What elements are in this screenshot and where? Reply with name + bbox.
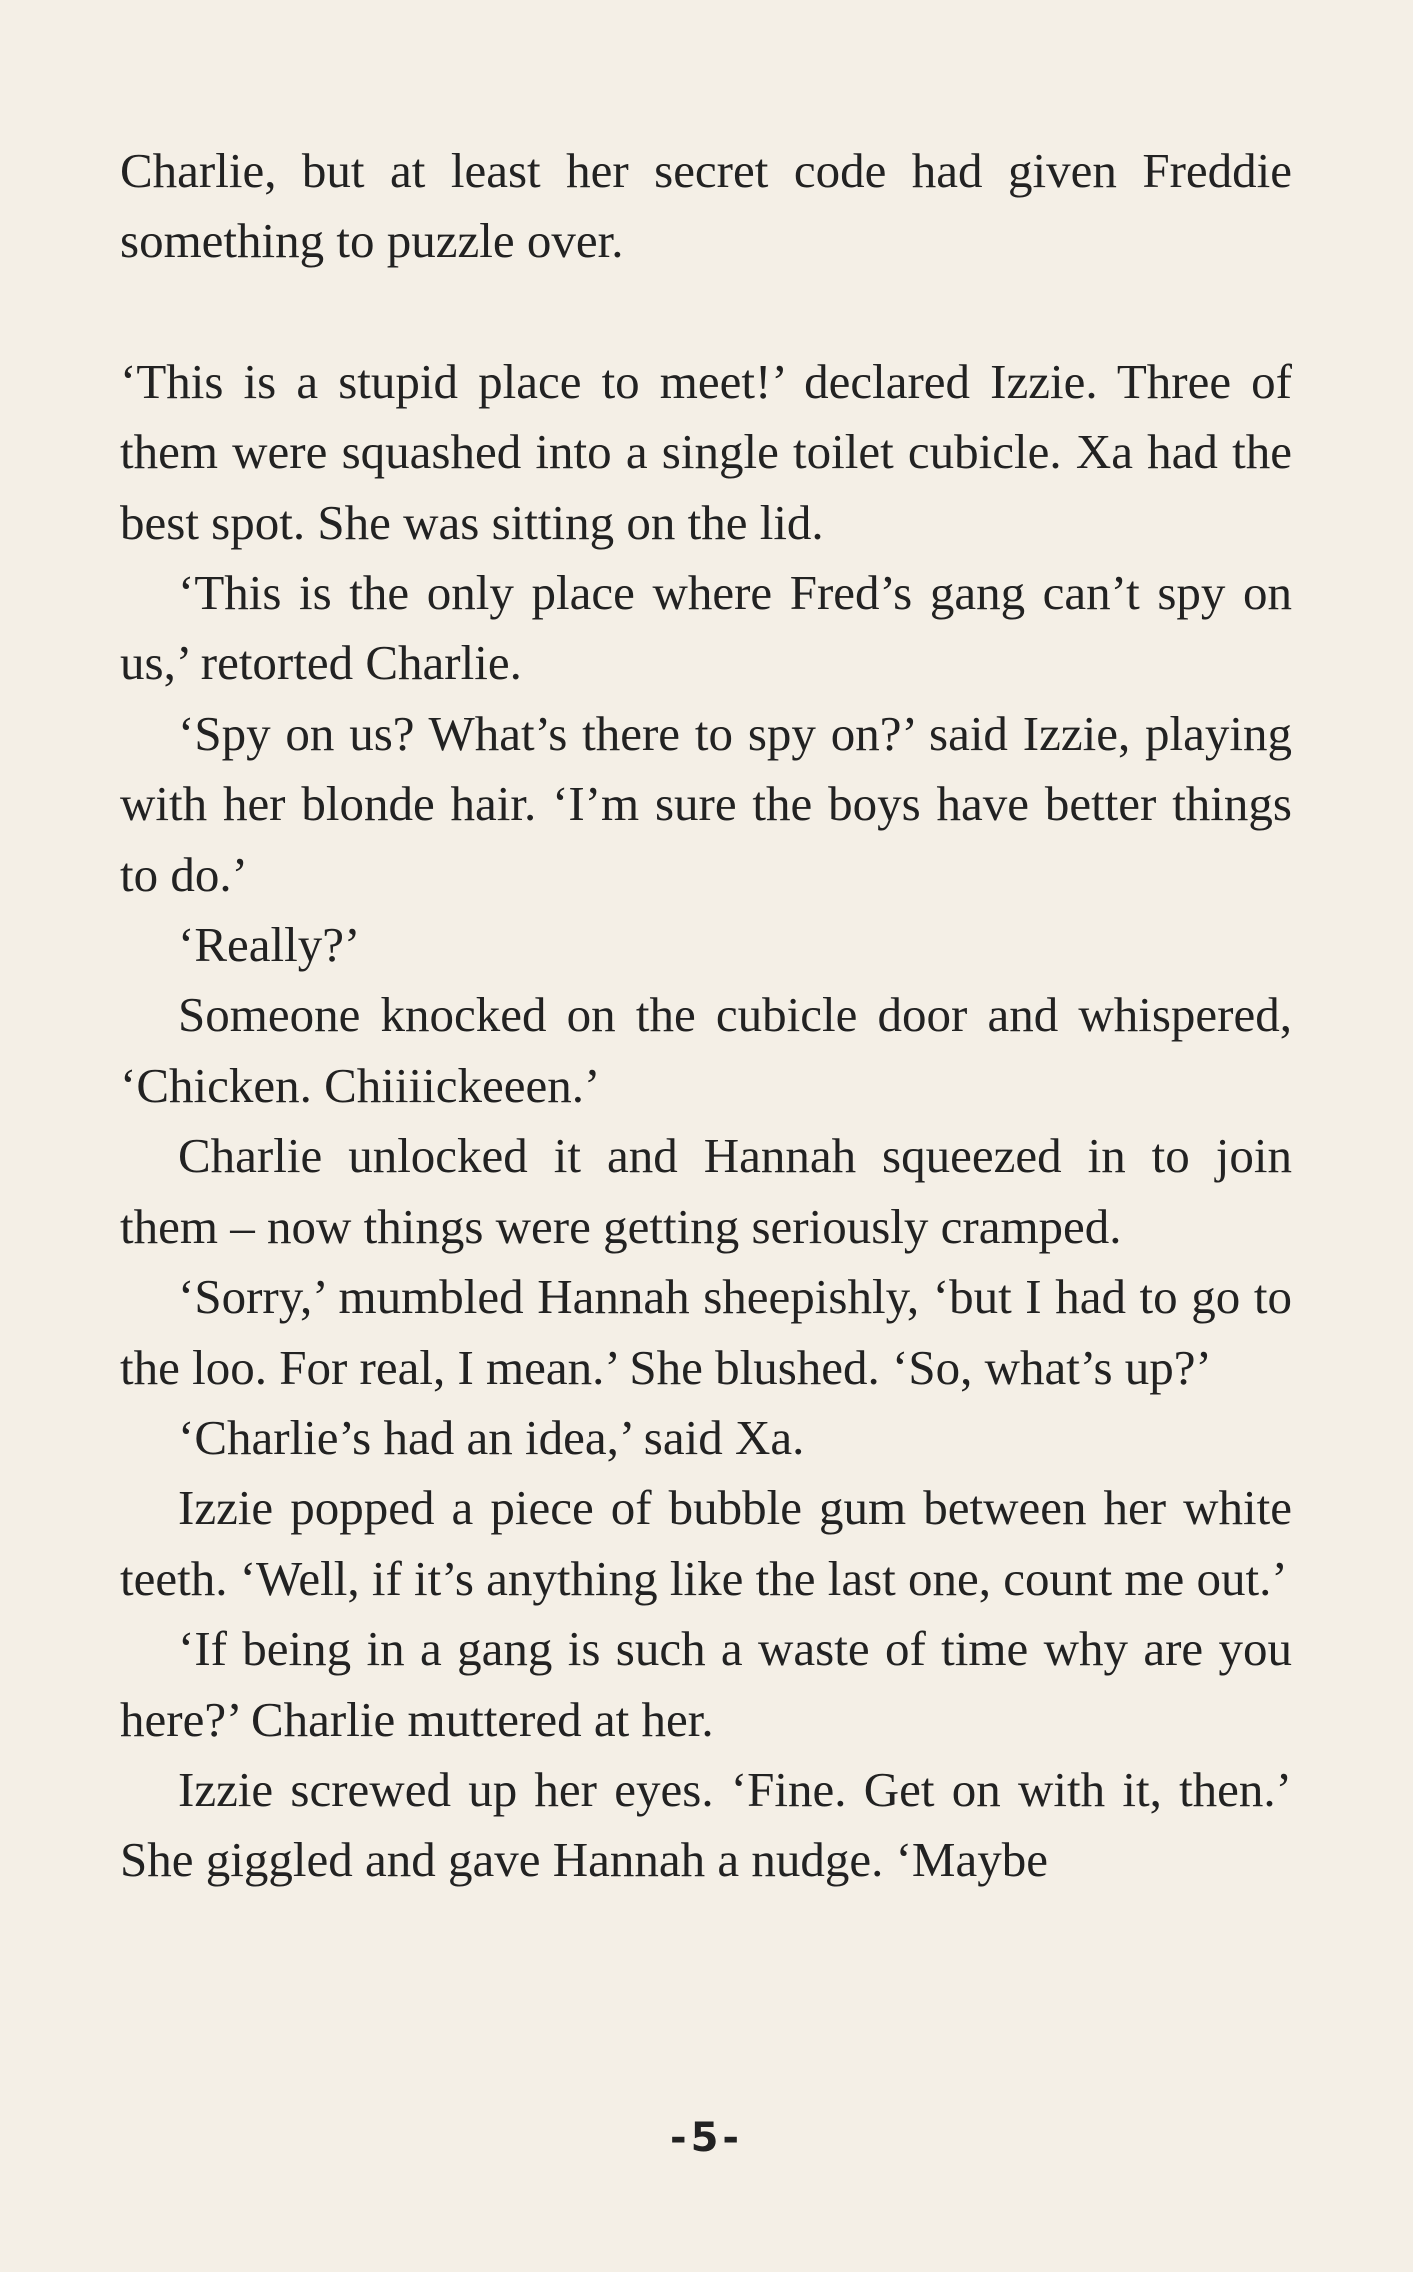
paragraph-9: ‘Charlie’s had an idea,’ said Xa. — [178, 1409, 805, 1465]
paragraph-5: ‘Really?’ — [178, 917, 361, 973]
page-number: -5- — [669, 2115, 744, 2161]
paragraph-2: ‘This is a stupid place to meet!’ declared Izzie. Three of them were squashed into a single toilet cubicle. Xa had the best spot. She was sitting on the lid. — [120, 353, 1292, 550]
paragraph-1: Charlie, but at least her secret code had given Freddie something to puzzle over. — [120, 143, 1292, 269]
body-text — [120, 136, 1292, 1896]
paragraph-3: ‘This is the only place where Fred’s gang can’t spy on us,’ retorted Charlie. — [120, 565, 1292, 691]
paragraph-10: Izzie popped a piece of bubble gum between her white teeth. ‘Well, if it’s anything like the last one, count me out.’ — [120, 1480, 1292, 1606]
paragraph-6: Someone knocked on the cubicle door and whispered, ‘Chicken. Chiiiickeeen.’ — [120, 987, 1292, 1113]
paragraph-8: ‘Sorry,’ mumbled Hannah sheepishly, ‘but I had to go to the loo. For real, I mean.’ She blushed. ‘So, what’s up?’ — [120, 1269, 1292, 1395]
paragraph-11: ‘If being in a gang is such a waste of time why are you here?’ Charlie muttered at her. — [120, 1621, 1292, 1747]
paragraph-4: ‘Spy on us? What’s there to spy on?’ said Izzie, playing with her blonde hair. ‘I’m sure the boys have better things to do.’ — [120, 705, 1292, 902]
paragraph-7: Charlie unlocked it and Hannah squeezed in to join them – now things were getting seriously cramped. — [120, 1128, 1292, 1254]
paragraph-12: Izzie screwed up her eyes. ‘Fine. Get on with it, then.’ She giggled and gave Hannah a nudge. ‘Maybe — [120, 1761, 1292, 1888]
